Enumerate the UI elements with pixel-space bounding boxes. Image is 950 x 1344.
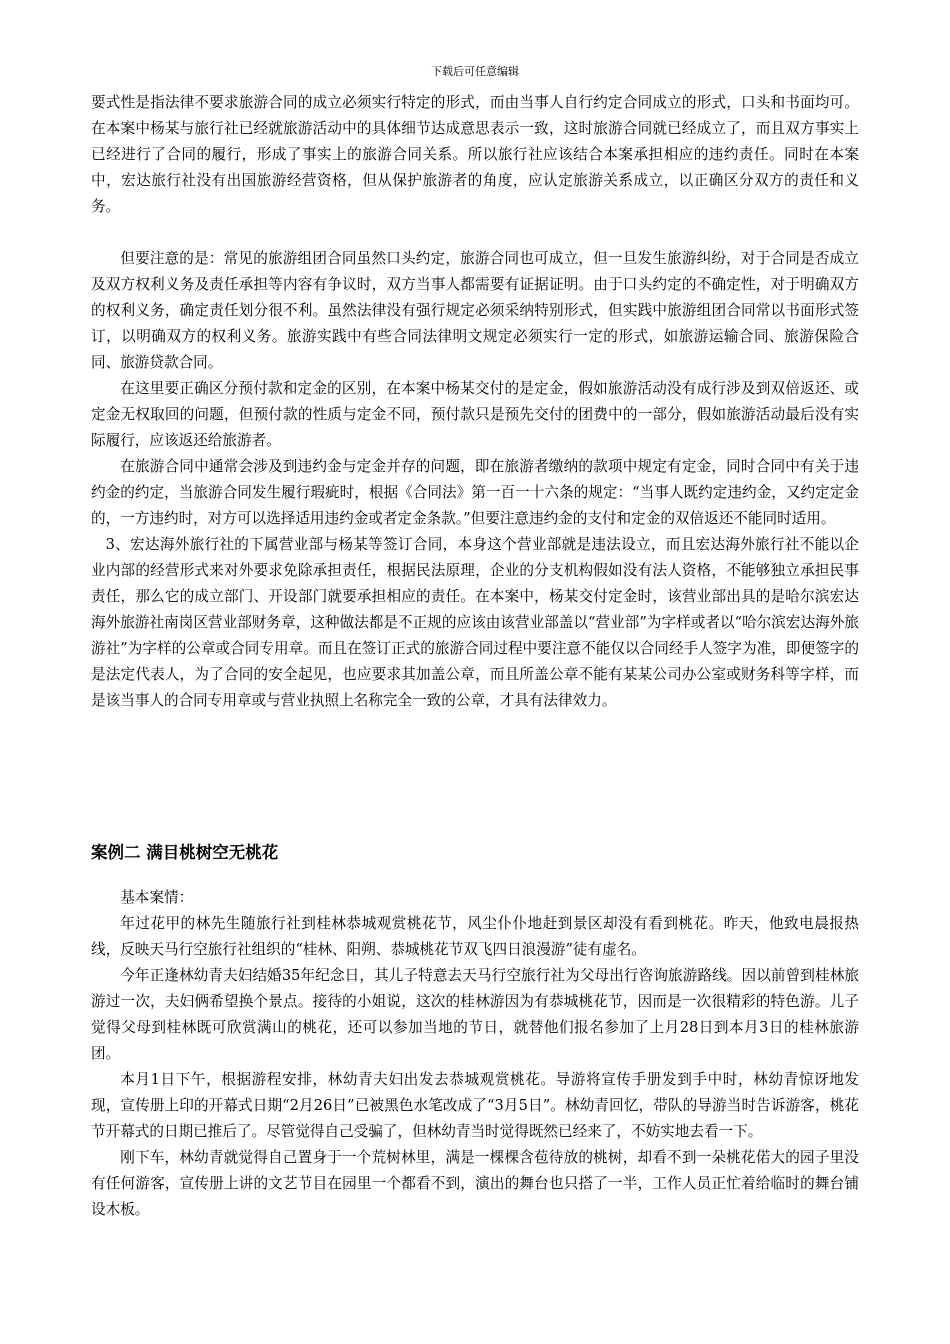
- paragraph: 要式性是指法律不要求旅游合同的成立必须实行特定的形式，而由当事人自行约定合同成立的形式，口头和书面均可。在本案中杨某与旅行社已经就旅游活动中的具体细节达成意思表示一致，这时旅游合同就已经成立了，而且双方事实上已经进行了合同的履行，形成了事实上的旅游合同关系。所以旅行社应该结合本案承担相应的违约责任。同时在本案中，宏达旅行社没有出国旅游经营资格，但从保护旅游者的角度，应认定旅游关系成立，以正确区分双方的责任和义务。: [91, 94, 859, 215]
- section-1: [91, 90, 859, 714]
- paragraph: 在旅游合同中通常会涉及到违约金与定金并存的问题，即在旅游者缴纳的款项中规定有定金，同时合同中有关于违约金的约定，当旅游合同发生履行瑕疵时，根据《合同法》第一百一十六条的规定：“当事人既约定违约金，又约定定金的，一方违约时，对方可以选择适用违约金或者定金条款。”但要注意违约金的支付和定金的双倍返还不能同时适用。: [91, 458, 859, 527]
- paragraph: 今年正逢林幼青夫妇结婚35年纪念日，其儿子特意去天马行空旅行社为父母出行咨询旅游路线。因以前曾到桂林旅游过一次，夫妇俩希望换个景点。接待的小姐说，这次的桂林游因为有恭城桃花节，因而是一次很精彩的特色游。儿子觉得父母到桂林既可欣赏满山的桃花，还可以参加当地的节日，就替他们报名参加了上月28日到本月3日的桂林旅游团。: [91, 967, 860, 1062]
- paragraph: 3、宏达海外旅行社的下属营业部与杨某等签订合同，本身这个营业部就是违法设立，而且宏达海外旅行社不能以企业内部的经营形式来对外要求免除承担责任，根据民法原理，企业的分支机构假如没有法人资格，不能够独立承担民事责任，那么它的成立部门、开设部门就要承担相应的责任。在本案中，杨某交付定金时，该营业部出具的是哈尔滨宏达海外旅游社南岗区营业部财务章，这种做法都是不正规的应该由该营业部盖以“营业部”为字样或者以“哈尔滨宏达海外旅游社”为字样的公章或合同专用章。而且在签订正式的旅游合同过程中要注意不能仅以合同经手人签字为准，即便签字的是法定代表人，为了合同的安全起见，也应要求其加盖公章，而且所盖公章不能有某某公司办公室或财务科等字样，而是该当事人的合同专用章或与营业执照上名称完全一致的公章，才具有法律效力。: [91, 536, 859, 709]
- paragraph: 年过花甲的林先生随旅行社到桂林恭城观赏桃花节，风尘仆仆地赶到景区却没有看到桃花。昨天，他致电晨报热线，反映天马行空旅行社组织的“桂林、阳朔、恭城桃花节双飞四日浪漫游”徒有虚名。: [91, 915, 859, 958]
- paragraph: 在这里要正确区分预付款和定金的区别，在本案中杨某交付的是定金，假如旅游活动没有成行涉及到双倍返还、或定金无权取回的问题，但预付款的性质与定金不同，预付款只是预先交付的团费中的一部分，假如旅游活动最后没有实际履行，应该返还给旅游者。: [91, 380, 859, 449]
- paragraph: 但要注意的是：常见的旅游组团合同虽然口头约定，旅游合同也可成立，但一旦发生旅游纠纷，对于合同是否成立及双方权利义务及责任承担等内容有争议时，双方当事人都需要有证据证明。由于口头约定的不确定性，对于明确双方的权利义务，确定责任划分很不利。虽然法律没有强行规定必须采纳特别形式，但实践中旅游组团合同常以书面形式签订，以明确双方的权利义务。旅游实践中有些合同法律明文规定必须实行一定的形式，如旅游运输合同、旅游保险合同、旅游贷款合同。: [91, 250, 859, 371]
- section-2: [91, 840, 859, 1223]
- case-title: 案例二 满目桃树空无桃花: [91, 843, 279, 862]
- case-label: 基本案情：: [120, 889, 194, 906]
- paragraph: 刚下车，林幼青就觉得自己置身于一个荒树林里，满是一棵棵含苞待放的桃树，却看不到一朵桃花偌大的园子里没有任何游客，宣传册上讲的文艺节目在园里一个都看不到，演出的舞台也只搭了一半，工作人员正忙着给临时的舞台铺设木板。: [91, 1149, 859, 1218]
- paragraph: 本月1日下午，根据游程安排，林幼青夫妇出发去恭城观赏桃花。导游将宣传手册发到手中时，林幼青惊讶地发现，宣传册上印的开幕式日期“2月26日”已被黑色水笔改成了“3月5日”。林幼青回忆，带队的导游当时告诉游客，桃花节开幕式的日期已推后了。尽管觉得自己受骗了，但林幼青当时觉得既然已经来了，不妨实地去看一下。: [91, 1071, 859, 1140]
- page-header: 下载后可任意编辑: [431, 65, 519, 78]
